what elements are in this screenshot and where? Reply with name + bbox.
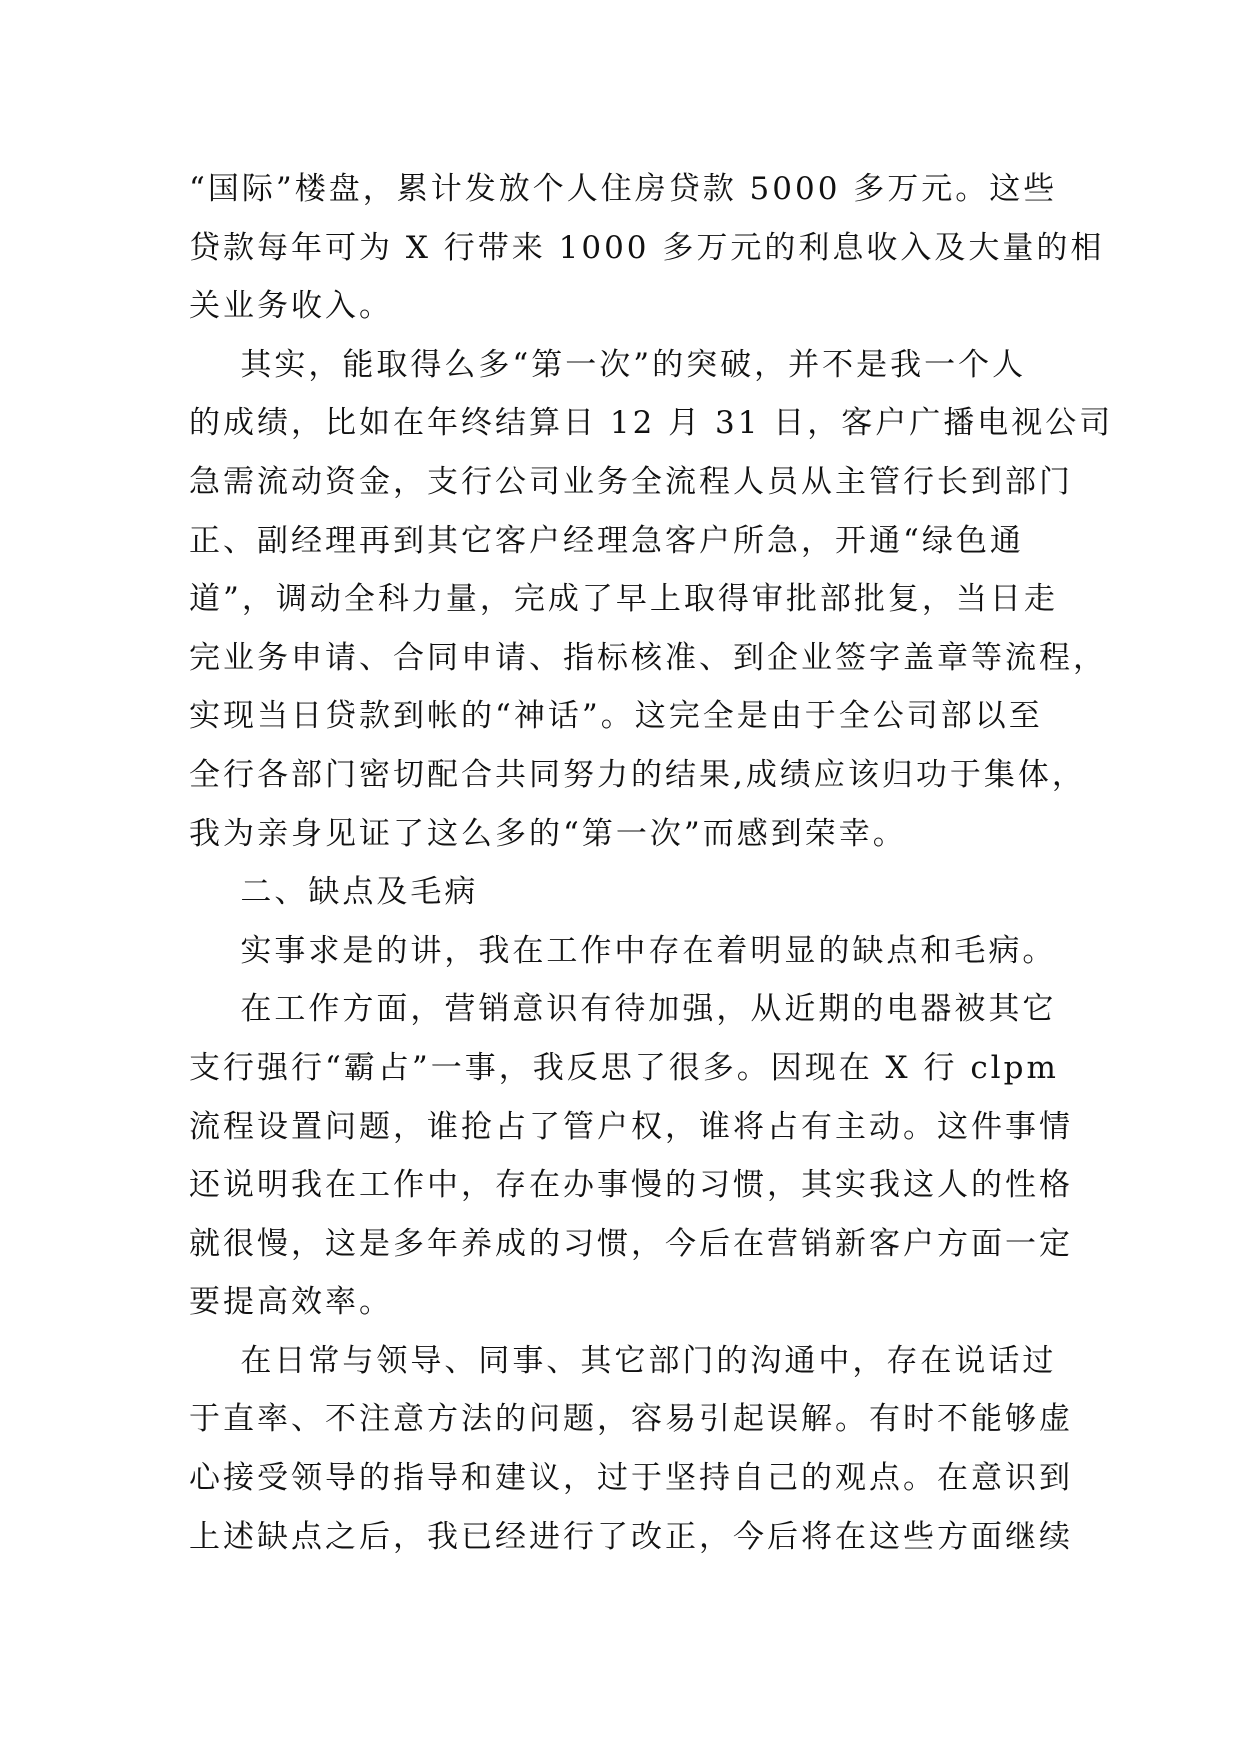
text-line: 于直率、不注意方法的问题，容易引起误解。有时不能够虚 (189, 1401, 1073, 1438)
text-line: 正、副经理再到其它客户经理急客户所急，开通“绿色通 (189, 522, 1024, 559)
text-line: 贷款每年可为 X 行带来 1000 多万元的利息收入及大量的相 (189, 229, 1105, 266)
text-line: 在日常与领导、同事、其它部门的沟通中，存在说话过 (189, 1342, 1057, 1379)
text-line: 急需流动资金，支行公司业务全流程人员从主管行长到部门 (189, 463, 1073, 500)
text-line: 支行强行“霸占”一事，我反思了很多。因现在 X 行 clpm (189, 1049, 1059, 1086)
text-line: 道”，调动全科力量，完成了早上取得审批部批复，当日走 (189, 581, 1058, 618)
text-line: “国际”楼盘，累计发放个人住房贷款 5000 多万元。这些 (189, 171, 1058, 207)
text-line: 完业务申请、合同申请、指标核准、到企业签字盖章等流程， (189, 639, 1107, 676)
text-line: 在工作方面，营销意识有待加强，从近期的电器被其它 (189, 991, 1057, 1028)
text-line: 实现当日贷款到帐的“神话”。这完全是由于全公司部以至 (189, 698, 1043, 735)
text-line: 上述缺点之后，我已经进行了改正，今后将在这些方面继续 (189, 1518, 1073, 1555)
text-line: 就很慢，这是多年养成的习惯，今后在营销新客户方面一定 (189, 1225, 1073, 1262)
text-line: 关业务收入。 (189, 288, 393, 325)
text-line: 要提高效率。 (189, 1284, 393, 1321)
text-line: 流程设置问题，谁抢占了管户权，谁将占有主动。这件事情 (189, 1108, 1073, 1145)
text-line: 其实，能取得么多“第一次”的突破，并不是我一个人 (189, 346, 1027, 383)
document-body (189, 160, 1114, 1566)
section-heading: 二、缺点及毛病 (189, 874, 479, 911)
text-line: 实事求是的讲，我在工作中存在着明显的缺点和毛病。 (189, 932, 1057, 969)
text-line: 的成绩，比如在年终结算日 12 月 31 日，客户广播电视公司 (189, 405, 1114, 442)
text-line: 还说明我在工作中，存在办事慢的习惯，其实我这人的性格 (189, 1167, 1073, 1204)
text-line: 我为亲身见证了这么多的“第一次”而感到荣幸。 (189, 815, 907, 852)
text-line: 心接受领导的指导和建议，过于坚持自己的观点。在意识到 (189, 1460, 1073, 1497)
text-line: 全行各部门密切配合共同努力的结果,成绩应该归功于集体， (189, 756, 1086, 793)
